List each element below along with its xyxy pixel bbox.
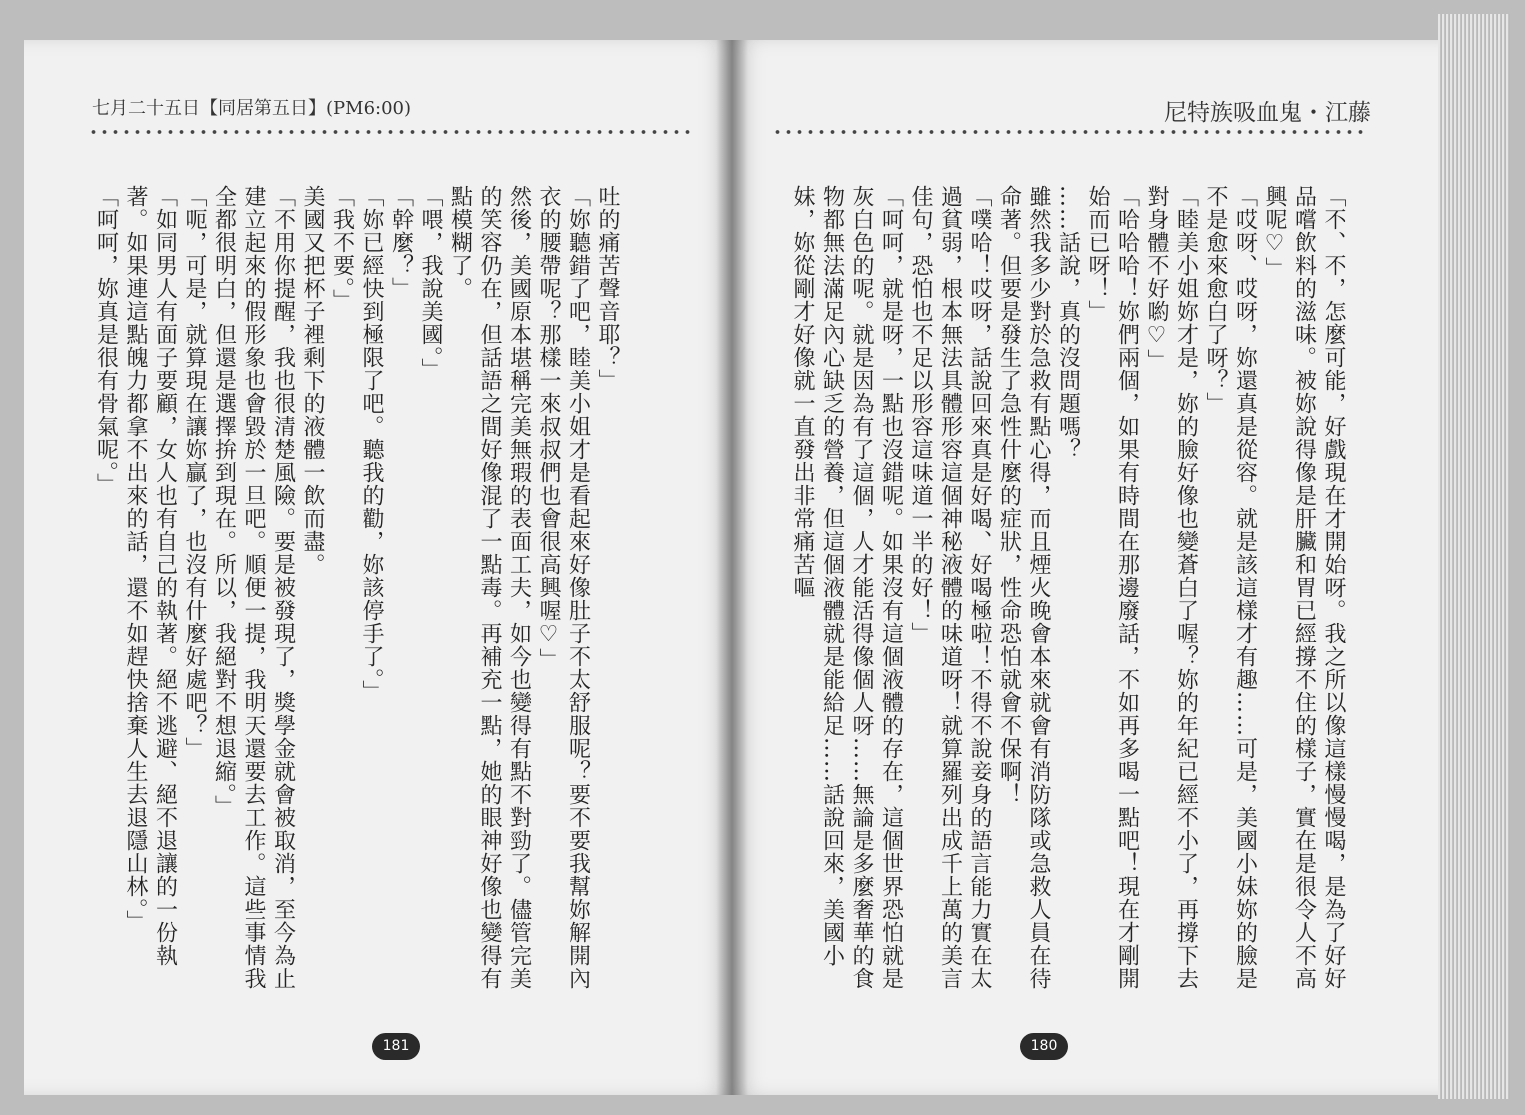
right-paragraph: 「不、不，怎麼可能，好戲現在才開始呀。我之所以像這樣慢慢喝，是為了好好品嚐飲料的滋味。被妳說得像是肝臟和胃已經撐不住的樣子，實在是很令人不高興呢♡」 [1262, 185, 1346, 990]
left-page-number: 181 [372, 1033, 420, 1060]
right-page-body [790, 185, 1348, 1005]
left-paragraph: 「幹麼？」 [388, 185, 414, 300]
right-paragraph: 雖然我多少對於急救有點心得，而且煙火晚會本來就會有消防隊或急救人員在待命著。但要是發生了急性什麼的症狀，性命恐怕就會不保啊！ [996, 185, 1051, 990]
left-paragraph: 然後，美國原本堪稱完美無瑕的表面工夫，如今也變得有點不對勁了。儘管完美的笑容仍在，但話語之間好像混了一點毒。再補充一點，她的眼神好像也變得有點模糊了。 [447, 185, 532, 990]
right-paragraph: 「哎呀、哎呀，妳還真是從容。就是該這樣才有趣……可是，美國小妹妳的臉是不是愈來愈白了呀？」 [1203, 185, 1258, 990]
right-page [732, 40, 1438, 1095]
left-page-header: 七月二十五日【同居第五日】(PM6:00) [92, 98, 412, 119]
right-paragraph: 「睦美小姐妳才是，妳的臉好像也變蒼白了喔？妳的年紀已經不小了，再撐下去對身體不好喲♡」 [1144, 185, 1199, 990]
left-paragraph: 「不用你提醒，我也很清楚風險。要是被發現了，獎學金就會被取消，至今為止建立起來的假形象也會毀於一旦吧。順便一提，我明天還要去工作。這些事情我全都很明白，但還是選擇拚到現在。所以，我絕對不想退縮。」 [211, 185, 296, 990]
left-paragraph: 吐的痛苦聲音耶？」 [595, 185, 620, 392]
right-page-header: 尼特族吸血鬼・江藤 [1164, 100, 1371, 126]
page-edges [1438, 14, 1510, 1099]
right-paragraph: 「噗哈！哎呀，話說回來真是好喝、好喝極啦！不得不說妾身的語言能力實在太過貧弱，根本無法具體形容這個神秘液體的味道呀！就算羅列出成千上萬的美言佳句，恐怕也不足以形容這味道一半的好！」 [908, 185, 992, 990]
right-paragraph: 「哈哈哈！妳們兩個，如果有時間在那邊廢話，不如再多喝一點吧！現在才剛開始而已呀！」 [1085, 185, 1140, 990]
left-header-dotted-rule [88, 128, 690, 136]
book-gutter-shadow [716, 40, 748, 1095]
right-header-dotted-rule [772, 128, 1368, 136]
left-paragraph: 「我不要。」 [329, 185, 355, 312]
left-paragraph: 「呵呵，妳真是很有骨氣呢。」 [93, 185, 119, 496]
right-paragraph: 「呵呵，就是呀，一點也沒錯呢。如果沒有這個液體的存在，這個世界恐怕就是灰白色的呢。就是因為有了這個，人才能活得像個人呀……無論是多麼奢華的食物都無法滿足內心缺乏的營養，但這個液體就是能給足……話說回來，美國小妹，妳從剛才好像就一直發出非常痛苦嘔 [790, 185, 904, 990]
right-paragraph: ……話說，真的沒問題嗎？ [1055, 185, 1081, 461]
right-page-number: 180 [1020, 1033, 1068, 1060]
left-paragraph: 「妳聽錯了吧，睦美小姐才是看起來好像肚子不太舒服呢？要不要我幫妳解開內衣的腰帶呢？那樣一來叔叔們也會很高興喔♡」 [536, 185, 591, 990]
left-paragraph: 「妳已經快到極限了吧。聽我的勸，妳該停手了。」 [359, 185, 384, 703]
left-page [24, 40, 732, 1095]
left-paragraph: 「如同男人有面子要顧，女人也有自己的執著。絕不逃避、絕不退讓的一份執著。如果連這點魄力都拿不出來的話，還不如趕快捨棄人生去退隱山林。」 [123, 185, 178, 967]
left-page-body [93, 185, 622, 1005]
left-paragraph: 「呃，可是，就算現在讓妳贏了，也沒有什麼好處吧？」 [182, 185, 207, 760]
left-paragraph: 「喂，我說美國。」 [418, 185, 443, 381]
left-paragraph: 美國又把杯子裡剩下的液體一飲而盡。 [300, 185, 325, 576]
